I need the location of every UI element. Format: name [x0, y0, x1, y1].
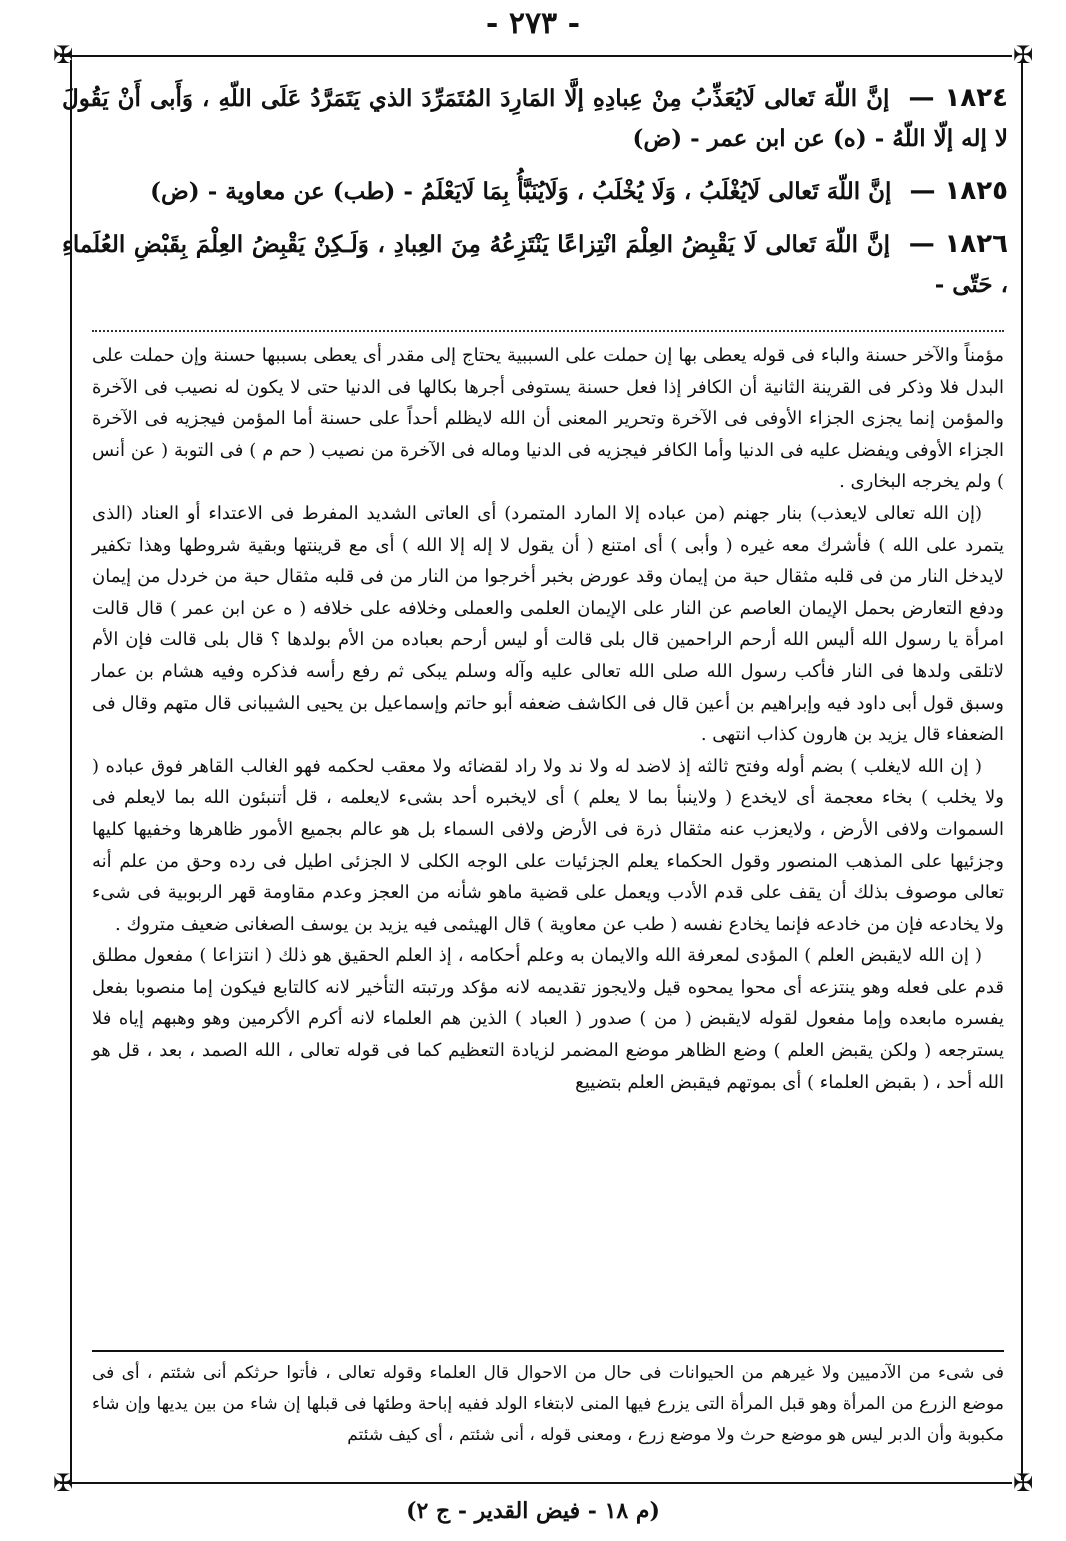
commentary-paragraph: مؤمناً والآخر حسنة والباء فى قوله يعطى بها إن حملت على السببية يحتاج إلى مقدر أى يعطى بسببها حسنة وإن حملت على البدل فلا وذكر فى القرينة الثانية أن الكافر إذا فعل حسنة يستوفى أجرها بكالها فى الدنيا حتى لا يكون له نصيب فى الآخرة والمؤمن إنما يجزى الجزاء الأوفى فى الآخرة وتحرير المعنى أن الله لايظلم أحداً على حسنة أما المؤمن فيجزيه فى الآخرة الجزاء الأوفى ويفضل عليه فى الدنيا وأما الكافر فيجزيه فى الدنيا وماله فى الآخرة من نصيب ( حم م ) فى التوبة ( عن أنس ) ولم يخرجه البخارى . — [92, 345, 1004, 493]
right-rule — [1021, 60, 1023, 1480]
footnote-text: فى شىء من الآدميين ولا غيرهم من الحيوانات فى حال من الاحوال قال العلماء وقوله تعالى ، فأتوا حرثكم أنى شئتم ، أى فى موضع الزرع من المرأة وهو قبل المرأة التى يزرع فيها المنى لابتغاء الولد ففيه إباحة وطئها فى قبلها إن شاء من بين يديها وإن شاء مكبوبة وأن الدبر ليس هو موضع حرث ولا موضع زرع ، ومعنى قوله ، أنى شئتم ، أى كيف شئتم — [92, 1363, 1004, 1445]
footnote-separator — [92, 1350, 1004, 1352]
footnote — [92, 1358, 1004, 1451]
page-number: - ٢٧٣ - — [485, 6, 581, 41]
hadith-number: ١٨٢٥ — — [909, 176, 1008, 206]
hadith-number: ١٨٢٦ — — [908, 229, 1008, 259]
top-rule — [60, 55, 1012, 57]
corner-ornament-icon: ✠ — [52, 1469, 74, 1497]
hadith-1826 — [62, 224, 1008, 305]
hadith-text: إنَّ اللّهَ تَعالى لَايُغْلَبُ ، وَلَا يُخْلَبُ ، وَلَايُنَبَّأُ بِمَا لَايَعْلَمُ - (طب) عن معاوية - (ض) — [150, 178, 892, 205]
dotted-separator — [92, 330, 1004, 332]
hadith-1824 — [62, 78, 1008, 159]
book-reference: (م ١٨ - فيض القدير - ج ٢) — [406, 1498, 660, 1524]
corner-ornament-icon: ✠ — [52, 41, 74, 69]
hadith-block — [62, 78, 1008, 317]
corner-ornament-icon: ✠ — [1012, 1469, 1034, 1497]
hadith-number: ١٨٢٤ — — [908, 83, 1008, 113]
bottom-rule — [60, 1482, 1012, 1484]
corner-ornament-icon: ✠ — [1012, 41, 1034, 69]
hadith-text: إنَّ اللّهَ تَعالى لَا يَقْبِضُ العِلْمَ انْتِزاعًا يَنْتَزِعُهُ مِنَ العِبادِ ، وَلَـكِنْ يَقْبِضُ العِلْمَ بِقَبْضِ العُلَماءِ ، حَتّى - — [62, 231, 1008, 298]
commentary-paragraph: (إن الله تعالى لايعذب) بنار جهنم (من عباده إلا المارد المتمرد) أى العاتى الشديد المفرط فى الاعتداء أو العناد (الذى يتمرد على الله ) فأشرك معه غيره ( وأبى ) أى امتنع ( أن يقول لا إله إلا الله ) أى مع قرينتها وبقية شروطها وهذا تكفير لايدخل النار من فى قلبه مثقال حبة من إيمان وقد عورض بخبر أخرجوا من النار من فى قلبه مثقال حبة من خردل من إيمان ودفع التعارض بحمل الإيمان العاصم عن النار على الإيمان العلمى والعملى وخلافه على خلافه ( ه عن ابن عمر ) قال قالت امرأة يا رسول الله أليس الله أرحم الراحمين قال بلى قالت أو ليس أرحم بعباده من الأم بولدها ؟ قال بلى قالت فإن الأم لاتلقى ولدها فى النار فأكب رسول الله صلى الله تعالى عليه وآله وسلم يبكى ثم رفع رأسه فذكره وفيه هشام بن عمار وسبق قول أبى داود فيه وإبراهيم بن أعين قال فى الكاشف ضعفه أبو حاتم وإسماعيل بن يحيى الشيبانى قال متهم وقال فى الضعفاء قال يزيد بن هارون كذاب انتهى . — [92, 502, 1004, 746]
commentary-paragraph: ( إن الله لايقبض العلم ) المؤدى لمعرفة الله والايمان به وعلم أحكامه ، إذ العلم الحقيق هو ذلك ( انتزاعا ) مفعول مطلق قدم على فعله وهو ينتزعه أى محوا يمحوه قيل ولايجوز تقديمه لانه مؤكد ورتبته التأخير لانه كالتابع فيكون إما منصوبا بفعل يفسره مابعده وإما مفعول لقوله لايقبض ( من ) صدور ( العباد ) الذين هم العلماء لانه أكرم الأكرمين وهو وهبهم إياه فلا يسترجعه ( ولكن يقبض العلم ) وضع الظاهر موضع المضمر لزيادة التعظيم كما فى قوله تعالى ، الله الصمد ، بعد ، قل هو الله أحد ، ( بقبض العلماء ) أى بموتهم فيقبض العلم بتضييع — [92, 945, 1004, 1093]
commentary — [92, 340, 1004, 1098]
commentary-paragraph: ( إن الله لايغلب ) بضم أوله وفتح ثالثه إذ لاضد له ولا ند ولا راد لقضائه ولا معقب لحكمه فهو الغالب القاهر فوق عباده ( ولا يخلب ) بخاء معجمة أى لايخدع ( ولاينبأ بما لا يعلم ) أى لايخبره أحد بشىء لايعلمه ، قل أتنبئون الله بما لايعلم فى السموات ولافى الأرض ، ولايعزب عنه مثقال ذرة فى الأرض ولافى السماء بل هو عالم بجميع الأمور ظاهرها وخفيها كليها وجزئيها على المذهب المنصور وقول الحكماء يعلم الجزئيات على الوجه الكلى لا الجزئى اطيل فى رده وحق من علم أنه تعالى موصوف بذلك أن يقف على قدم الأدب ويعمل على قضية ماهو شأنه من العجز وعدم مقاومة قهر الربوبية فى شىء ولا يخادعه فإن من خادعه فإنما يخادع نفسه ( طب عن معاوية ) قال الهيثمى فيه يزيد بن يوسف الصغانى ضعيف متروك . — [92, 755, 1004, 935]
hadith-1825 — [62, 171, 1008, 212]
hadith-text: إنَّ اللّهَ تَعالى لَايُعَذِّبُ مِنْ عِبادِهِ إلَّا المَارِدَ المُتَمَرِّدَ الذي يَتَمَرَّدُ عَلَى اللّهِ ، وَأَبى أَنْ يَقُولَ لا إله إلّا اللّهُ - (ه) عن ابن عمر - (ض) — [62, 85, 1008, 152]
